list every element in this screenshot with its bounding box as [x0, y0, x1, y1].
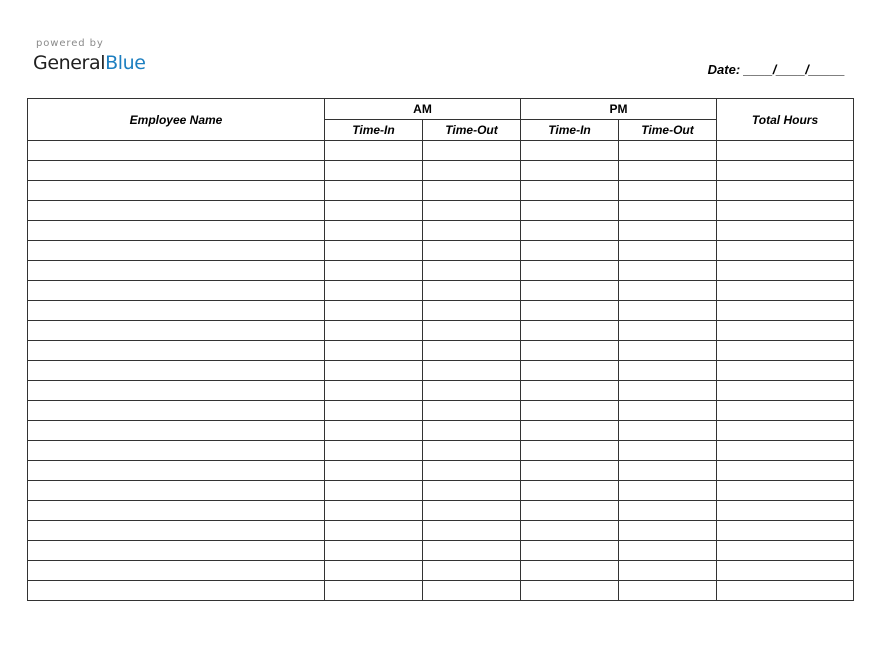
total-hours-cell[interactable]	[717, 241, 854, 261]
total-hours-cell[interactable]	[717, 181, 854, 201]
am-time-out-cell[interactable]	[423, 241, 521, 261]
employee-name-cell[interactable]	[28, 481, 325, 501]
header-total-hours: Total Hours	[717, 99, 854, 141]
total-hours-cell[interactable]	[717, 161, 854, 181]
am-time-in-cell[interactable]	[325, 321, 423, 341]
date-label: Date:	[707, 62, 741, 77]
am-time-in-cell[interactable]	[325, 201, 423, 221]
pm-time-in-cell[interactable]	[521, 441, 619, 461]
am-time-out-cell[interactable]	[423, 361, 521, 381]
employee-name-cell[interactable]	[28, 501, 325, 521]
total-hours-cell[interactable]	[717, 141, 854, 161]
header-am-time-in: Time-In	[325, 120, 423, 141]
total-hours-cell[interactable]	[717, 441, 854, 461]
total-hours-cell[interactable]	[717, 401, 854, 421]
table-row	[28, 421, 854, 441]
total-hours-cell[interactable]	[717, 301, 854, 321]
powered-by-text: powered by	[36, 38, 104, 49]
am-time-in-cell[interactable]	[325, 241, 423, 261]
employee-name-cell[interactable]	[28, 141, 325, 161]
pm-time-out-cell[interactable]	[619, 341, 717, 361]
table-row	[28, 381, 854, 401]
pm-time-out-cell[interactable]	[619, 161, 717, 181]
am-time-out-cell[interactable]	[423, 321, 521, 341]
pm-time-out-cell[interactable]	[619, 181, 717, 201]
pm-time-out-cell[interactable]	[619, 141, 717, 161]
pm-time-in-cell[interactable]	[521, 541, 619, 561]
am-time-out-cell[interactable]	[423, 261, 521, 281]
am-time-out-cell[interactable]	[423, 221, 521, 241]
employee-name-cell[interactable]	[28, 361, 325, 381]
table-row	[28, 561, 854, 581]
total-hours-cell[interactable]	[717, 361, 854, 381]
pm-time-in-cell[interactable]	[521, 141, 619, 161]
pm-time-out-cell[interactable]	[619, 301, 717, 321]
pm-time-in-cell[interactable]	[521, 561, 619, 581]
brand-general: General	[33, 52, 106, 74]
am-time-out-cell[interactable]	[423, 481, 521, 501]
table-row	[28, 441, 854, 461]
total-hours-cell[interactable]	[717, 221, 854, 241]
total-hours-cell[interactable]	[717, 481, 854, 501]
total-hours-cell[interactable]	[717, 521, 854, 541]
total-hours-cell[interactable]	[717, 541, 854, 561]
table-row	[28, 301, 854, 321]
pm-time-out-cell[interactable]	[619, 361, 717, 381]
table-row	[28, 581, 854, 601]
pm-time-out-cell[interactable]	[619, 241, 717, 261]
employee-name-cell[interactable]	[28, 561, 325, 581]
pm-time-in-cell[interactable]	[521, 461, 619, 481]
pm-time-out-cell[interactable]	[619, 441, 717, 461]
pm-time-in-cell[interactable]	[521, 481, 619, 501]
table-row	[28, 281, 854, 301]
am-time-in-cell[interactable]	[325, 501, 423, 521]
am-time-in-cell[interactable]	[325, 141, 423, 161]
table-row	[28, 181, 854, 201]
employee-name-cell[interactable]	[28, 401, 325, 421]
pm-time-in-cell[interactable]	[521, 301, 619, 321]
brand-name	[33, 51, 146, 75]
table-row	[28, 401, 854, 421]
general-blue-logo	[33, 38, 146, 75]
am-time-out-cell[interactable]	[423, 521, 521, 541]
pm-time-in-cell[interactable]	[521, 341, 619, 361]
am-time-in-cell[interactable]	[325, 161, 423, 181]
pm-time-in-cell[interactable]	[521, 181, 619, 201]
pm-time-out-cell[interactable]	[619, 461, 717, 481]
table-row	[28, 161, 854, 181]
pm-time-in-cell[interactable]	[521, 281, 619, 301]
pm-time-out-cell[interactable]	[619, 401, 717, 421]
pm-time-out-cell[interactable]	[619, 381, 717, 401]
pm-time-out-cell[interactable]	[619, 521, 717, 541]
total-hours-cell[interactable]	[717, 561, 854, 581]
employee-name-cell[interactable]	[28, 341, 325, 361]
am-time-out-cell[interactable]	[423, 541, 521, 561]
employee-name-cell[interactable]	[28, 161, 325, 181]
total-hours-cell[interactable]	[717, 421, 854, 441]
table-row	[28, 541, 854, 561]
header-pm-time-in: Time-In	[521, 120, 619, 141]
employee-name-cell[interactable]	[28, 421, 325, 441]
employee-name-cell[interactable]	[28, 321, 325, 341]
employee-name-cell[interactable]	[28, 381, 325, 401]
header-pm-time-out: Time-Out	[619, 120, 717, 141]
pm-time-in-cell[interactable]	[521, 521, 619, 541]
total-hours-cell[interactable]	[717, 581, 854, 601]
pm-time-out-cell[interactable]	[619, 421, 717, 441]
table-row	[28, 501, 854, 521]
employee-name-cell[interactable]	[28, 541, 325, 561]
pm-time-out-cell[interactable]	[619, 201, 717, 221]
total-hours-cell[interactable]	[717, 261, 854, 281]
am-time-out-cell[interactable]	[423, 181, 521, 201]
employee-name-cell[interactable]	[28, 201, 325, 221]
table-row	[28, 221, 854, 241]
am-time-out-cell[interactable]	[423, 581, 521, 601]
am-time-in-cell[interactable]	[325, 561, 423, 581]
pm-time-in-cell[interactable]	[521, 401, 619, 421]
table-row	[28, 481, 854, 501]
total-hours-cell[interactable]	[717, 321, 854, 341]
employee-name-cell[interactable]	[28, 181, 325, 201]
header-am: AM	[325, 99, 521, 120]
pm-time-in-cell[interactable]	[521, 421, 619, 441]
employee-name-cell[interactable]	[28, 241, 325, 261]
am-time-in-cell[interactable]	[325, 461, 423, 481]
pm-time-in-cell[interactable]	[521, 381, 619, 401]
am-time-in-cell[interactable]	[325, 301, 423, 321]
am-time-in-cell[interactable]	[325, 481, 423, 501]
am-time-in-cell[interactable]	[325, 341, 423, 361]
total-hours-cell[interactable]	[717, 341, 854, 361]
am-time-out-cell[interactable]	[423, 301, 521, 321]
timesheet-rows	[28, 141, 854, 601]
table-row	[28, 521, 854, 541]
table-row	[28, 321, 854, 341]
date-field[interactable]	[708, 62, 845, 77]
am-time-in-cell[interactable]	[325, 581, 423, 601]
pm-time-out-cell[interactable]	[619, 501, 717, 521]
pm-time-out-cell[interactable]	[619, 541, 717, 561]
am-time-out-cell[interactable]	[423, 441, 521, 461]
total-hours-cell[interactable]	[717, 201, 854, 221]
pm-time-in-cell[interactable]	[521, 261, 619, 281]
table-row	[28, 201, 854, 221]
brand-blue: Blue	[105, 52, 146, 74]
pm-time-out-cell[interactable]	[619, 261, 717, 281]
pm-time-out-cell[interactable]	[619, 321, 717, 341]
am-time-in-cell[interactable]	[325, 221, 423, 241]
am-time-out-cell[interactable]	[423, 141, 521, 161]
employee-name-cell[interactable]	[28, 301, 325, 321]
am-time-in-cell[interactable]	[325, 181, 423, 201]
employee-name-cell[interactable]	[28, 281, 325, 301]
am-time-in-cell[interactable]	[325, 381, 423, 401]
total-hours-cell[interactable]	[717, 461, 854, 481]
pm-time-out-cell[interactable]	[619, 281, 717, 301]
am-time-out-cell[interactable]	[423, 461, 521, 481]
header-pm: PM	[521, 99, 717, 120]
pm-time-out-cell[interactable]	[619, 581, 717, 601]
employee-name-cell[interactable]	[28, 461, 325, 481]
employee-name-cell[interactable]	[28, 221, 325, 241]
pm-time-in-cell[interactable]	[521, 161, 619, 181]
header-employee-name: Employee Name	[28, 99, 325, 141]
am-time-in-cell[interactable]	[325, 541, 423, 561]
am-time-out-cell[interactable]	[423, 401, 521, 421]
pm-time-out-cell[interactable]	[619, 481, 717, 501]
employee-name-cell[interactable]	[28, 261, 325, 281]
pm-time-in-cell[interactable]	[521, 501, 619, 521]
am-time-out-cell[interactable]	[423, 561, 521, 581]
pm-time-in-cell[interactable]	[521, 321, 619, 341]
table-row	[28, 341, 854, 361]
am-time-in-cell[interactable]	[325, 521, 423, 541]
timesheet-table	[27, 98, 854, 601]
pm-time-out-cell[interactable]	[619, 561, 717, 581]
pm-time-in-cell[interactable]	[521, 201, 619, 221]
am-time-out-cell[interactable]	[423, 161, 521, 181]
am-time-in-cell[interactable]	[325, 361, 423, 381]
pm-time-in-cell[interactable]	[521, 581, 619, 601]
table-row	[28, 241, 854, 261]
total-hours-cell[interactable]	[717, 381, 854, 401]
employee-name-cell[interactable]	[28, 521, 325, 541]
table-row	[28, 261, 854, 281]
pm-time-in-cell[interactable]	[521, 241, 619, 261]
total-hours-cell[interactable]	[717, 281, 854, 301]
table-row	[28, 461, 854, 481]
pm-time-in-cell[interactable]	[521, 221, 619, 241]
am-time-out-cell[interactable]	[423, 421, 521, 441]
pm-time-in-cell[interactable]	[521, 361, 619, 381]
date-value[interactable]: ____/____/_____	[743, 62, 845, 77]
am-time-in-cell[interactable]	[325, 261, 423, 281]
am-time-out-cell[interactable]	[423, 501, 521, 521]
am-time-in-cell[interactable]	[325, 421, 423, 441]
table-row	[28, 141, 854, 161]
am-time-out-cell[interactable]	[423, 381, 521, 401]
total-hours-cell[interactable]	[717, 501, 854, 521]
table-row	[28, 361, 854, 381]
am-time-in-cell[interactable]	[325, 401, 423, 421]
am-time-out-cell[interactable]	[423, 281, 521, 301]
am-time-in-cell[interactable]	[325, 281, 423, 301]
header-am-time-out: Time-Out	[423, 120, 521, 141]
pm-time-out-cell[interactable]	[619, 221, 717, 241]
employee-name-cell[interactable]	[28, 581, 325, 601]
am-time-out-cell[interactable]	[423, 201, 521, 221]
am-time-in-cell[interactable]	[325, 441, 423, 461]
employee-name-cell[interactable]	[28, 441, 325, 461]
am-time-out-cell[interactable]	[423, 341, 521, 361]
